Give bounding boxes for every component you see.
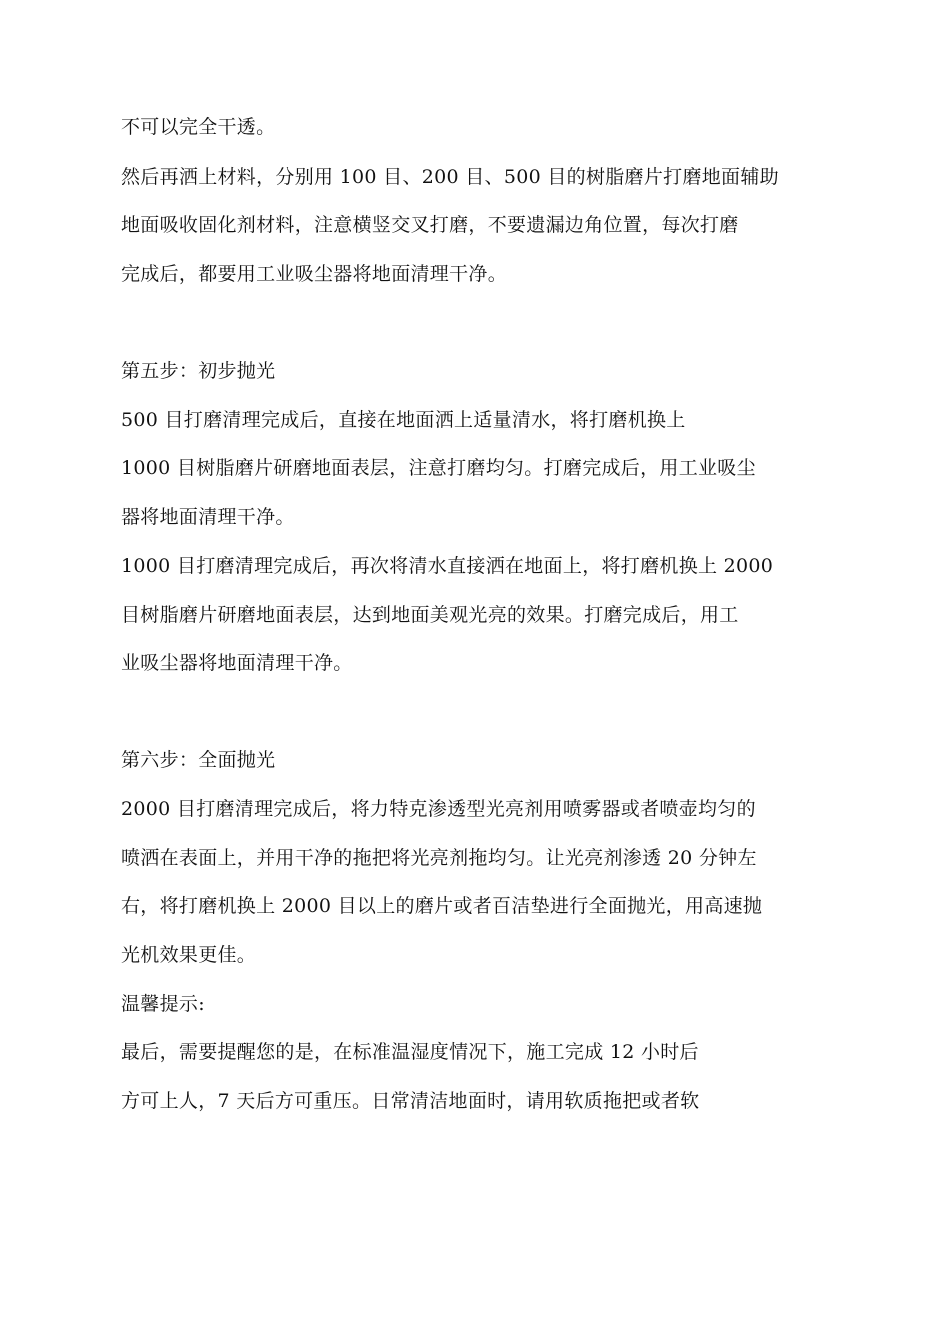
text-line: 2000 目打磨清理完成后，将力特克渗透型光亮剂用喷雾器或者喷壶均匀的 bbox=[121, 798, 756, 820]
tips-heading: 温馨提示: bbox=[121, 993, 205, 1015]
text-line: 方可上人，7 天后方可重压。日常清洁地面时，请用软质拖把或者软 bbox=[121, 1090, 700, 1112]
section-heading-step-six: 第六步：全面抛光 bbox=[121, 749, 276, 771]
text-line: 不可以完全干透。 bbox=[121, 116, 276, 138]
text-line: 1000 目打磨清理完成后，再次将清水直接洒在地面上，将打磨机换上 2000 bbox=[121, 555, 774, 577]
text-line: 最后，需要提醒您的是，在标准温湿度情况下，施工完成 12 小时后 bbox=[121, 1041, 699, 1063]
text-line: 右，将打磨机换上 2000 目以上的磨片或者百洁垫进行全面抛光，用高速抛 bbox=[121, 895, 763, 917]
text-line: 然后再洒上材料，分别用 100 目、200 目、500 目的树脂磨片打磨地面辅助 bbox=[121, 166, 779, 188]
text-line: 1000 目树脂磨片研磨地面表层，注意打磨均匀。打磨完成后，用工业吸尘 bbox=[121, 457, 756, 479]
text-line: 喷洒在表面上，并用干净的拖把将光亮剂拖均匀。让光亮剂渗透 20 分钟左 bbox=[121, 847, 757, 869]
text-line: 光机效果更佳。 bbox=[121, 944, 257, 966]
text-line: 目树脂磨片研磨地面表层，达到地面美观光亮的效果。打磨完成后，用工 bbox=[121, 604, 739, 626]
text-line: 地面吸收固化剂材料，注意横竖交叉打磨，不要遗漏边角位置，每次打磨 bbox=[121, 214, 739, 236]
text-line: 器将地面清理干净。 bbox=[121, 506, 295, 528]
section-heading-step-five: 第五步：初步抛光 bbox=[121, 360, 276, 382]
text-line: 500 目打磨清理完成后，直接在地面洒上适量清水，将打磨机换上 bbox=[121, 409, 686, 431]
text-line: 完成后，都要用工业吸尘器将地面清理干净。 bbox=[121, 263, 508, 285]
text-line: 业吸尘器将地面清理干净。 bbox=[121, 652, 353, 674]
